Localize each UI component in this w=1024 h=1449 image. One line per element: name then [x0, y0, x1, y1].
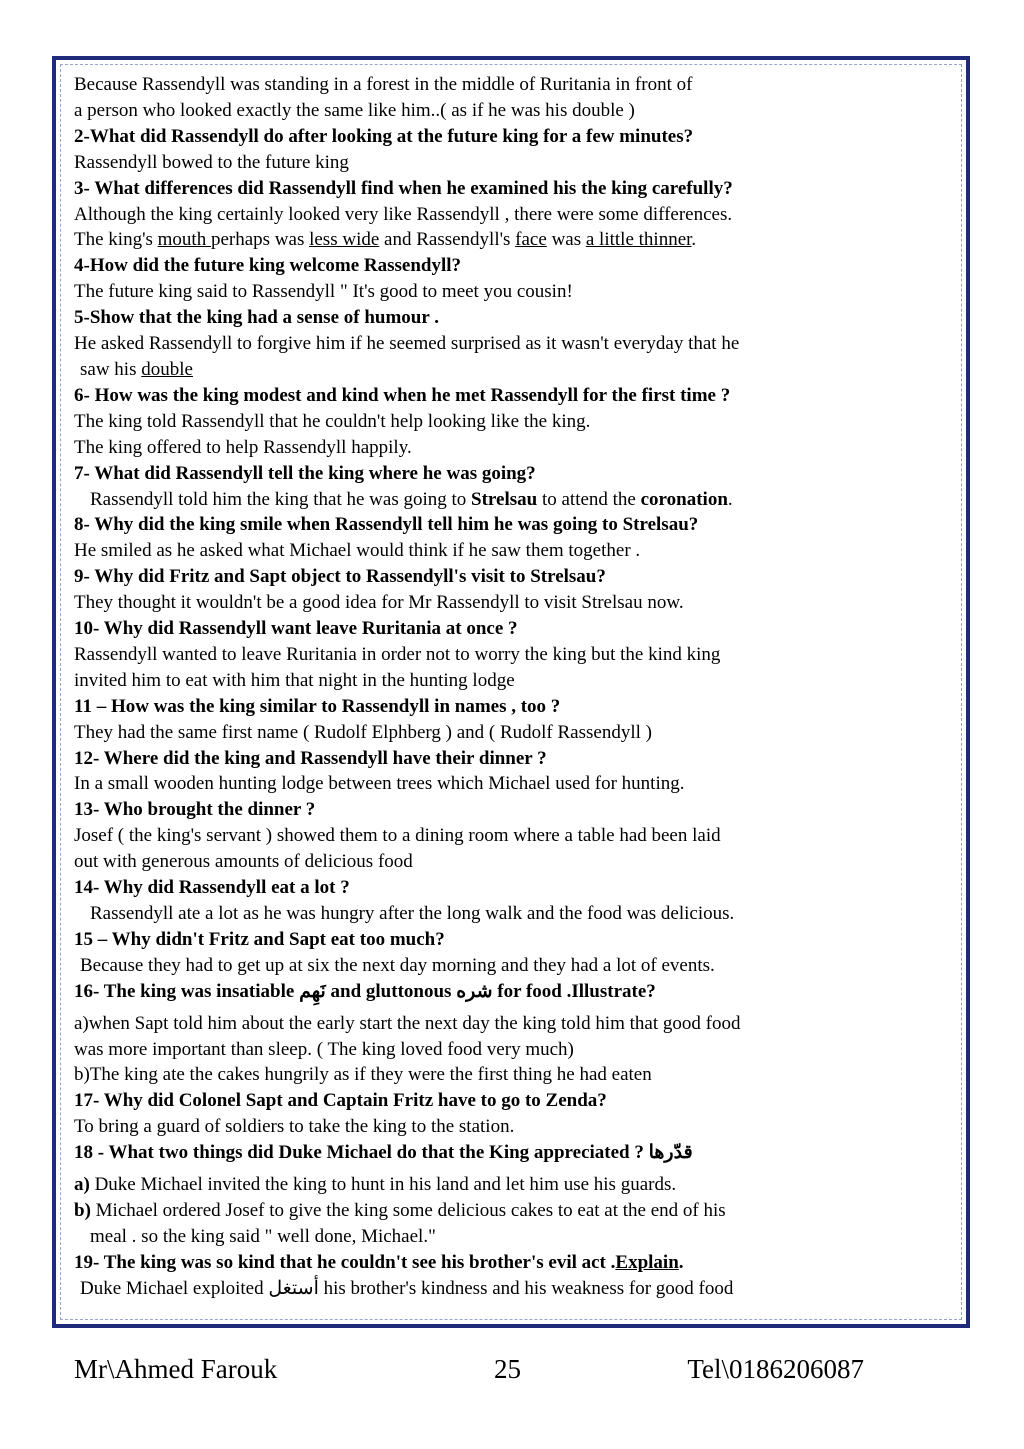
text-span: Duke Michael invited the king to hunt in his land and let him use his guards.: [89, 1174, 677, 1196]
qa-text: [74, 72, 874, 1302]
text-span: to attend the: [537, 488, 641, 510]
bold-text: coronation: [640, 488, 728, 510]
question-6: 6- How was the king modest and kind when he met Rassendyll for the first time ?: [74, 384, 731, 406]
question-19: [74, 1250, 874, 1276]
answer-line: [74, 487, 874, 513]
question-11: 11 – How was the king similar to Rassendyll in names , too ?: [74, 695, 561, 717]
answer-line: out with generous amounts of delicious food: [74, 851, 413, 873]
answer-line: [74, 227, 874, 253]
question-5: 5-Show that the king had a sense of humour .: [74, 307, 439, 329]
answer-line: b)The king ate the cakes hungrily as if they were the first thing he had eaten: [74, 1064, 652, 1086]
page-number: 25: [494, 1354, 521, 1384]
question-13: 13- Who brought the dinner ?: [74, 799, 316, 821]
text-span: Rassendyll told him the king that he was going to: [90, 488, 472, 510]
question-2: 2-What did Rassendyll do after looking at the future king for a few minutes?: [74, 125, 694, 147]
arabic-gloss: شره: [456, 980, 493, 1002]
question-3: 3- What differences did Rassendyll find when he examined his the king carefully?: [74, 177, 733, 199]
text-span: and Rassendyll's: [379, 229, 516, 251]
answer-line: [74, 1276, 874, 1302]
answer-line: [74, 357, 874, 383]
answer-line: To bring a guard of soldiers to take the king to the station.: [74, 1116, 515, 1138]
arabic-gloss: قدّرها: [648, 1142, 693, 1164]
answer-line: The king offered to help Rassendyll happily.: [74, 436, 412, 458]
question-18: [74, 1140, 874, 1166]
answer-line: Rassendyll ate a lot as he was hungry after the long walk and the food was delicious.: [90, 903, 735, 924]
answer-line: Because Rassendyll was standing in a forest in the middle of Ruritania in front of: [74, 74, 693, 95]
underlined-text: a little thinner: [585, 229, 692, 251]
answer-line: They had the same first name ( Rudolf Elphberg ) and ( Rudolf Rassendyll ): [74, 721, 652, 743]
text-span: 18 - What two things did Duke Michael do that the King appreciated ?: [74, 1142, 649, 1164]
arabic-gloss: أستغل: [268, 1277, 319, 1299]
text-span: perhaps was: [210, 229, 310, 251]
text-span: for food .Illustrate?: [492, 980, 656, 1002]
list-marker: b): [74, 1199, 91, 1221]
page-footer: [74, 1354, 864, 1394]
answer-line: invited him to eat with him that night in the hunting lodge: [74, 669, 515, 691]
answer-line: Although the king certainly looked very like Rassendyll , there were some differences.: [74, 203, 733, 225]
text-span: .: [727, 488, 733, 510]
answer-line: They thought it wouldn't be a good idea for Mr Rassendyll to visit Strelsau now.: [74, 592, 684, 614]
text-span: 16- The king was insatiable: [74, 980, 300, 1002]
answer-line: The future king said to Rassendyll " It's good to meet you cousin!: [74, 281, 573, 303]
question-9: 9- Why did Fritz and Sapt object to Rassendyll's visit to Strelsau?: [74, 566, 606, 588]
question-16: [74, 979, 874, 1005]
question-14: 14- Why did Rassendyll eat a lot ?: [74, 877, 350, 899]
question-7: 7- What did Rassendyll tell the king where he was going?: [74, 462, 536, 484]
arabic-gloss: نَهِم: [299, 980, 326, 1002]
text-span: saw his: [80, 358, 142, 380]
answer-line: In a small wooden hunting lodge between trees which Michael used for hunting.: [74, 773, 685, 795]
text-span: his brother's kindness and his weakness for good food: [318, 1277, 734, 1299]
underlined-text: face: [515, 229, 547, 251]
question-17: 17- Why did Colonel Sapt and Captain Fritz have to go to Zenda?: [74, 1090, 607, 1112]
answer-line: Rassendyll bowed to the future king: [74, 151, 349, 173]
underlined-text: Explain: [615, 1251, 679, 1273]
footer-phone: Tel\0186206087: [687, 1354, 864, 1384]
footer-author: Mr\Ahmed Farouk: [74, 1354, 278, 1384]
bold-text: Strelsau: [471, 488, 538, 510]
text-span: .: [678, 1251, 684, 1273]
answer-line: He smiled as he asked what Michael would think if he saw them together .: [74, 540, 641, 562]
text-span: and gluttonous: [325, 980, 457, 1002]
text-span: .: [691, 229, 697, 251]
answer-line: Josef ( the king's servant ) showed them to a dining room where a table had been laid: [74, 825, 721, 847]
answer-line: Because they had to get up at six the next day morning and they had a lot of events.: [80, 954, 715, 976]
text-span: The king's: [74, 229, 158, 251]
answer-line: He asked Rassendyll to forgive him if he seemed surprised as it wasn't everyday that he: [74, 333, 740, 355]
answer-line: Rassendyll wanted to leave Ruritania in order not to worry the king but the kind king: [74, 643, 721, 665]
answer-line: [74, 1198, 874, 1224]
answer-line: [74, 1172, 874, 1198]
text-span: 19- The king was so kind that he couldn't see his brother's evil act .: [74, 1251, 616, 1273]
question-8: 8- Why did the king smile when Rassendyll tell him he was going to Strelsau?: [74, 514, 699, 536]
question-15: 15 – Why didn't Fritz and Sapt eat too much?: [74, 928, 445, 950]
text-span: Michael ordered Josef to give the king some delicious cakes to eat at the end of his: [90, 1199, 726, 1221]
answer-line: a)when Sapt told him about the early start the next day the king told him that good food: [74, 1012, 741, 1034]
answer-line: The king told Rassendyll that he couldn't help looking like the king.: [74, 410, 591, 432]
question-12: 12- Where did the king and Rassendyll have their dinner ?: [74, 747, 547, 769]
text-span: was: [546, 229, 586, 251]
list-marker: a): [74, 1174, 90, 1196]
answer-line: was more important than sleep. ( The king loved food very much): [74, 1038, 574, 1060]
underlined-text: double: [141, 358, 193, 380]
text-span: Duke Michael exploited: [80, 1277, 269, 1299]
answer-line: a person who looked exactly the same like him..( as if he was his double ): [74, 99, 635, 121]
underlined-text: mouth: [157, 229, 211, 251]
question-4: 4-How did the future king welcome Rassendyll?: [74, 255, 462, 277]
question-10: 10- Why did Rassendyll want leave Ruritania at once ?: [74, 618, 518, 640]
underlined-text: less wide: [309, 229, 380, 251]
answer-line: meal . so the king said " well done, Michael.": [90, 1225, 436, 1247]
